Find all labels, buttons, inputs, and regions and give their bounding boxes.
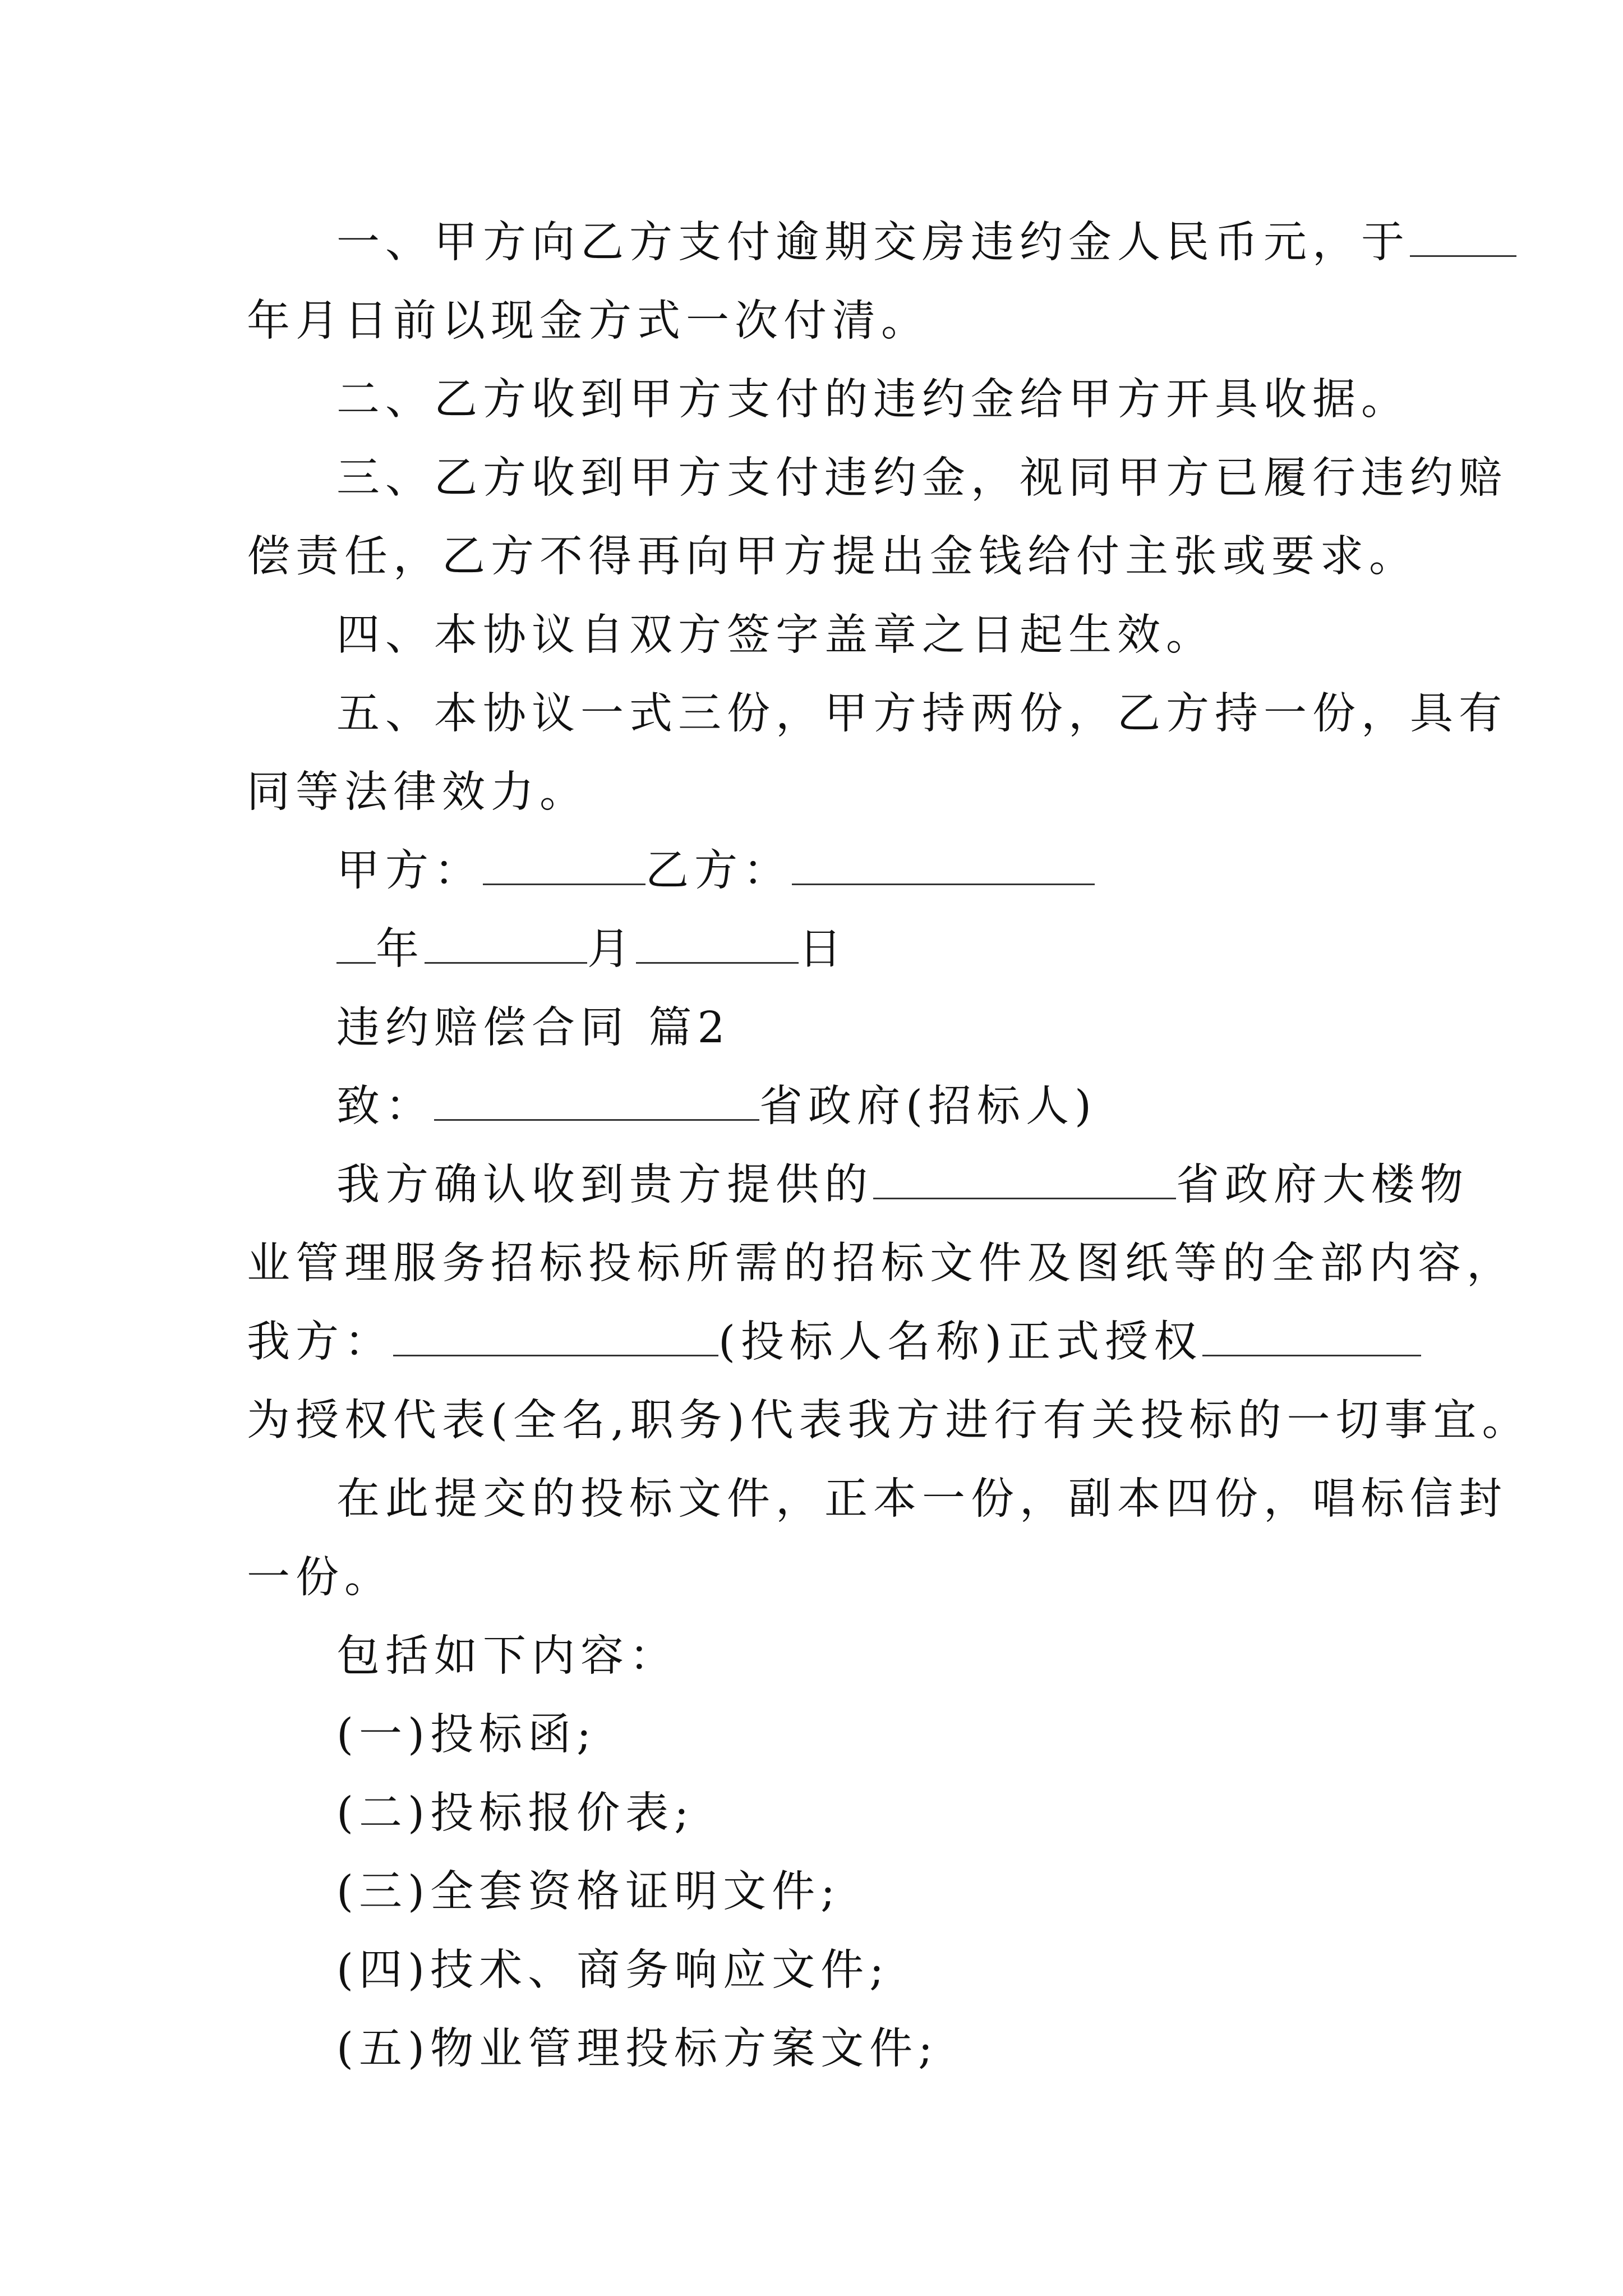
confirm-line-2: 业管理服务招标投标所需的招标文件及图纸等的全部内容， xyxy=(247,1239,1515,1289)
clause-3-line-2: 偿责任，乙方不得再向甲方提出金钱给付主张或要求。 xyxy=(247,532,1418,582)
month-label: 月 xyxy=(587,924,636,974)
month-blank xyxy=(425,923,587,964)
clause-5-line-1: 五、本协议一式三份，甲方持两份，乙方持一份，具有 xyxy=(336,689,1507,739)
contents-item: (一)投标函; xyxy=(336,1710,597,1760)
section-2-title: 违约赔偿合同 篇2 xyxy=(336,1003,731,1053)
party-a-blank xyxy=(483,844,645,885)
contents-item: (五)物业管理投标方案文件; xyxy=(336,2024,939,2074)
contents-item: (四)技术、商务响应文件; xyxy=(336,1945,890,1995)
signature-date xyxy=(336,919,1481,981)
party-a-label: 甲方： xyxy=(336,846,483,896)
submit-line-2: 一份。 xyxy=(247,1553,393,1603)
blank-underline xyxy=(1410,216,1516,257)
year-label: 年 xyxy=(376,924,425,974)
confirm-text-a: 我方确认收到贵方提供的 xyxy=(336,1160,873,1210)
confirm-line-1 xyxy=(336,1154,1481,1216)
clause-4: 四、本协议自双方签字盖章之日起生效。 xyxy=(336,610,1215,660)
contents-item: (二)投标报价表; xyxy=(336,1788,695,1838)
confirm-line-3 xyxy=(247,1312,1391,1373)
contents-intro: 包括如下内容： xyxy=(336,1631,678,1681)
party-b-label: 乙方： xyxy=(645,846,792,896)
clause-2: 二、乙方收到甲方支付的违约金给甲方开具收据。 xyxy=(336,375,1410,425)
confirm-blank xyxy=(873,1158,1176,1199)
confirm-text-b: 省政府大楼物 xyxy=(1176,1160,1469,1210)
year-blank xyxy=(336,923,376,964)
clause-1-text: 一、甲方向乙方支付逾期交房违约金人民币元，于 xyxy=(336,218,1410,268)
addressee-blank xyxy=(434,1080,759,1121)
contents-item: (三)全套资格证明文件; xyxy=(336,1867,841,1917)
party-b-blank xyxy=(792,844,1095,885)
confirm-line-4: 为授权代表(全名,职务)代表我方进行有关投标的一切事宜。 xyxy=(247,1396,1531,1446)
representative-blank xyxy=(1202,1315,1421,1356)
clause-3-line-1: 三、乙方收到甲方支付违约金，视同甲方已履行违约赔 xyxy=(336,453,1507,503)
submit-line-1: 在此提交的投标文件，正本一份，副本四份，唱标信封 xyxy=(336,1474,1507,1524)
clause-1-line-1 xyxy=(336,212,1481,274)
clause-1-line-2: 年月日前以现金方式一次付清。 xyxy=(247,296,930,346)
bidder-authorize-text: (投标人名称)正式授权 xyxy=(718,1317,1203,1367)
addressee-prefix: 致： xyxy=(336,1082,434,1131)
day-blank xyxy=(636,923,799,964)
clause-5-line-2: 同等法律效力。 xyxy=(247,767,588,817)
bidder-name-blank xyxy=(393,1315,718,1356)
addressee-line xyxy=(336,1076,1481,1138)
addressee-suffix: 省政府(招标人) xyxy=(759,1082,1098,1131)
day-label: 日 xyxy=(799,924,847,974)
signature-parties xyxy=(336,840,1481,902)
bidder-prefix: 我方： xyxy=(247,1317,393,1367)
